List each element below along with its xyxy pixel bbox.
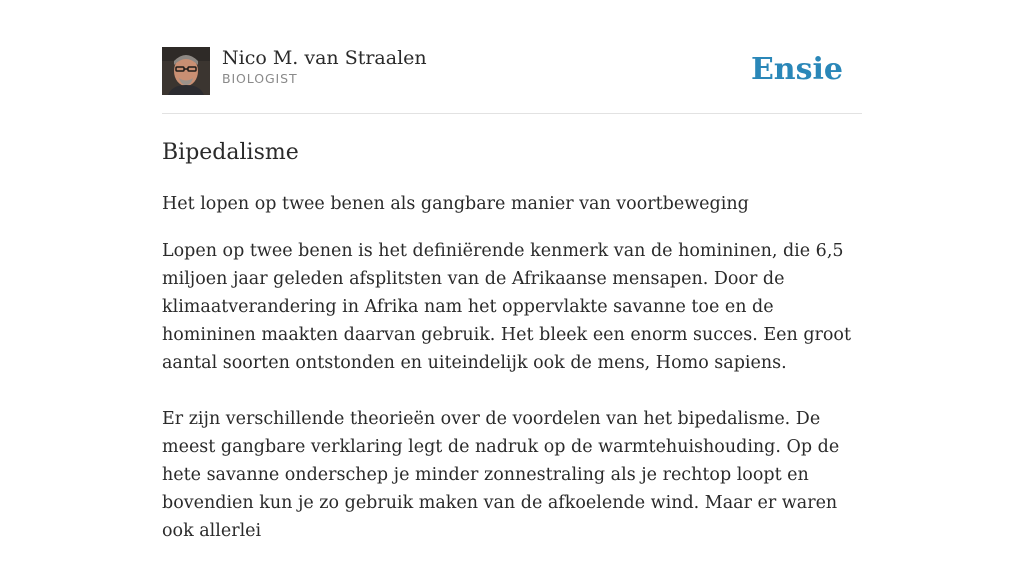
brand-logo[interactable]: Ensie [750, 52, 843, 87]
author-header [162, 0, 862, 114]
article-body [162, 237, 862, 573]
article-subtitle: Het lopen op twee benen als gangbare manier van voortbeweging [162, 194, 749, 214]
article-paragraph: Lopen op twee benen is het definiërende kenmerk van de homininen, die 6,5 miljoen jaar geleden afsplitsten van de Afrikaanse mensapen. Door de klimaatverandering in Afrika nam het oppervlakte savanne toe en de homininen maakten daarvan gebruik. Het bleek een enorm succes. Een groot aantal soorten ontstonden en uiteindelijk ook de mens, Homo sapiens. [162, 241, 852, 373]
article-paragraph: Er zijn verschillende theorieën over de voordelen van het bipedalisme. De meest gangbare verklaring legt de nadruk op de warmtehuishouding. Op de hete savanne onderschep je minder zonnestraling als je rechtop loopt en bovendien kun je zo gebruik maken van de afkoelende wind. Maar er waren ook allerlei [162, 409, 840, 541]
article-page [162, 0, 862, 541]
article-title: Bipedalisme [162, 140, 299, 165]
author-role: BIOLOGIST [222, 71, 298, 86]
author-portrait-icon [162, 47, 210, 95]
author-name[interactable]: Nico M. van Straalen [222, 47, 427, 69]
author-info [222, 46, 427, 86]
author-avatar[interactable] [162, 47, 210, 95]
